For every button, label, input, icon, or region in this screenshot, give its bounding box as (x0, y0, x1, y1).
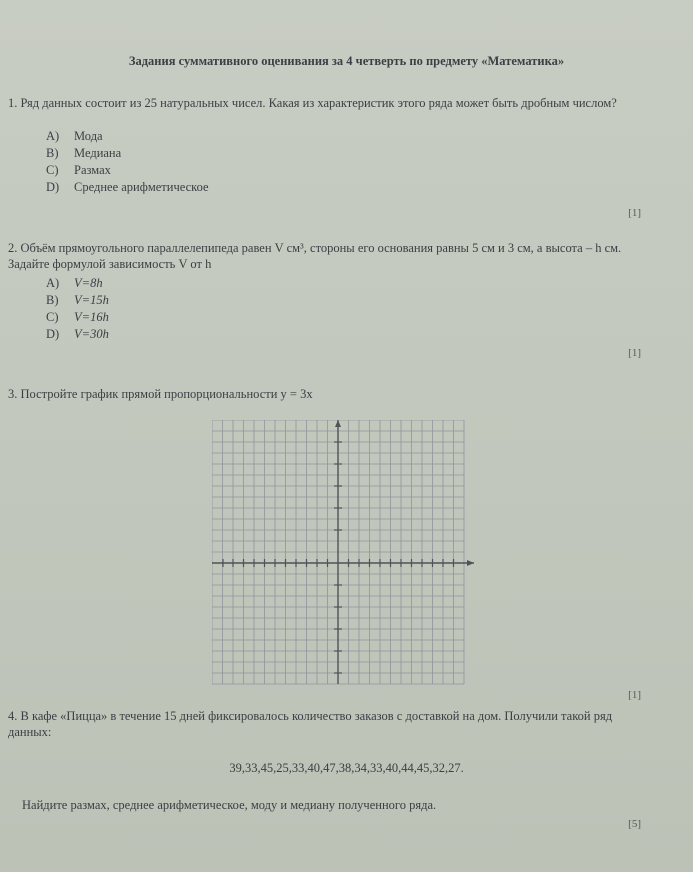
option-a: A) V=8h (46, 276, 103, 290)
question-3-score: [1] (628, 689, 641, 701)
question-3-text: 3. Постройте график прямой пропорциональности y = 3x (8, 387, 313, 401)
option-b: B) V=15h (46, 293, 109, 307)
question-2-text: 2. Объём прямоугольного параллелепипеда равен V см³, стороны его основания равны 5 см и 3 см, а высота – h см. Задайте формулой зависимость V от h (8, 241, 622, 271)
option-c: C) V=16h (46, 310, 109, 324)
question-4-text: 4. В кафе «Пицца» в течение 15 дней фиксировалось количество заказов с доставкой на дом. Получили такой ряд данных: (8, 709, 613, 739)
question-1-text: 1. Ряд данных состоит из 25 натуральных чисел. Какая из характеристик этого ряда может быть дробным числом? (8, 96, 617, 110)
coordinate-grid-svg (212, 420, 474, 685)
question-2-score: [1] (628, 347, 641, 359)
question-1-score: [1] (628, 207, 641, 219)
y-axis-arrow-icon (335, 420, 341, 427)
question-1-options (46, 128, 209, 196)
option-d: D) Среднее арифметическое (46, 180, 209, 194)
question-2-options (46, 275, 109, 343)
x-axis-arrow-icon (467, 560, 474, 566)
data-series: 39,33,45,25,33,40,47,38,34,33,40,44,45,32,27. (229, 761, 464, 775)
coordinate-grid (212, 420, 474, 690)
option-a: A) Мода (46, 129, 103, 143)
option-c: C) Размах (46, 163, 111, 177)
question-4-task: Найдите размах, среднее арифметическое, моду и медиану полученного ряда. (22, 798, 437, 812)
option-d: D) V=30h (46, 327, 109, 341)
option-b: B) Медиана (46, 146, 122, 160)
worksheet-title: Задания суммативного оценивания за 4 четверть по предмету «Математика» (128, 54, 565, 68)
question-4-score: [5] (628, 818, 641, 830)
